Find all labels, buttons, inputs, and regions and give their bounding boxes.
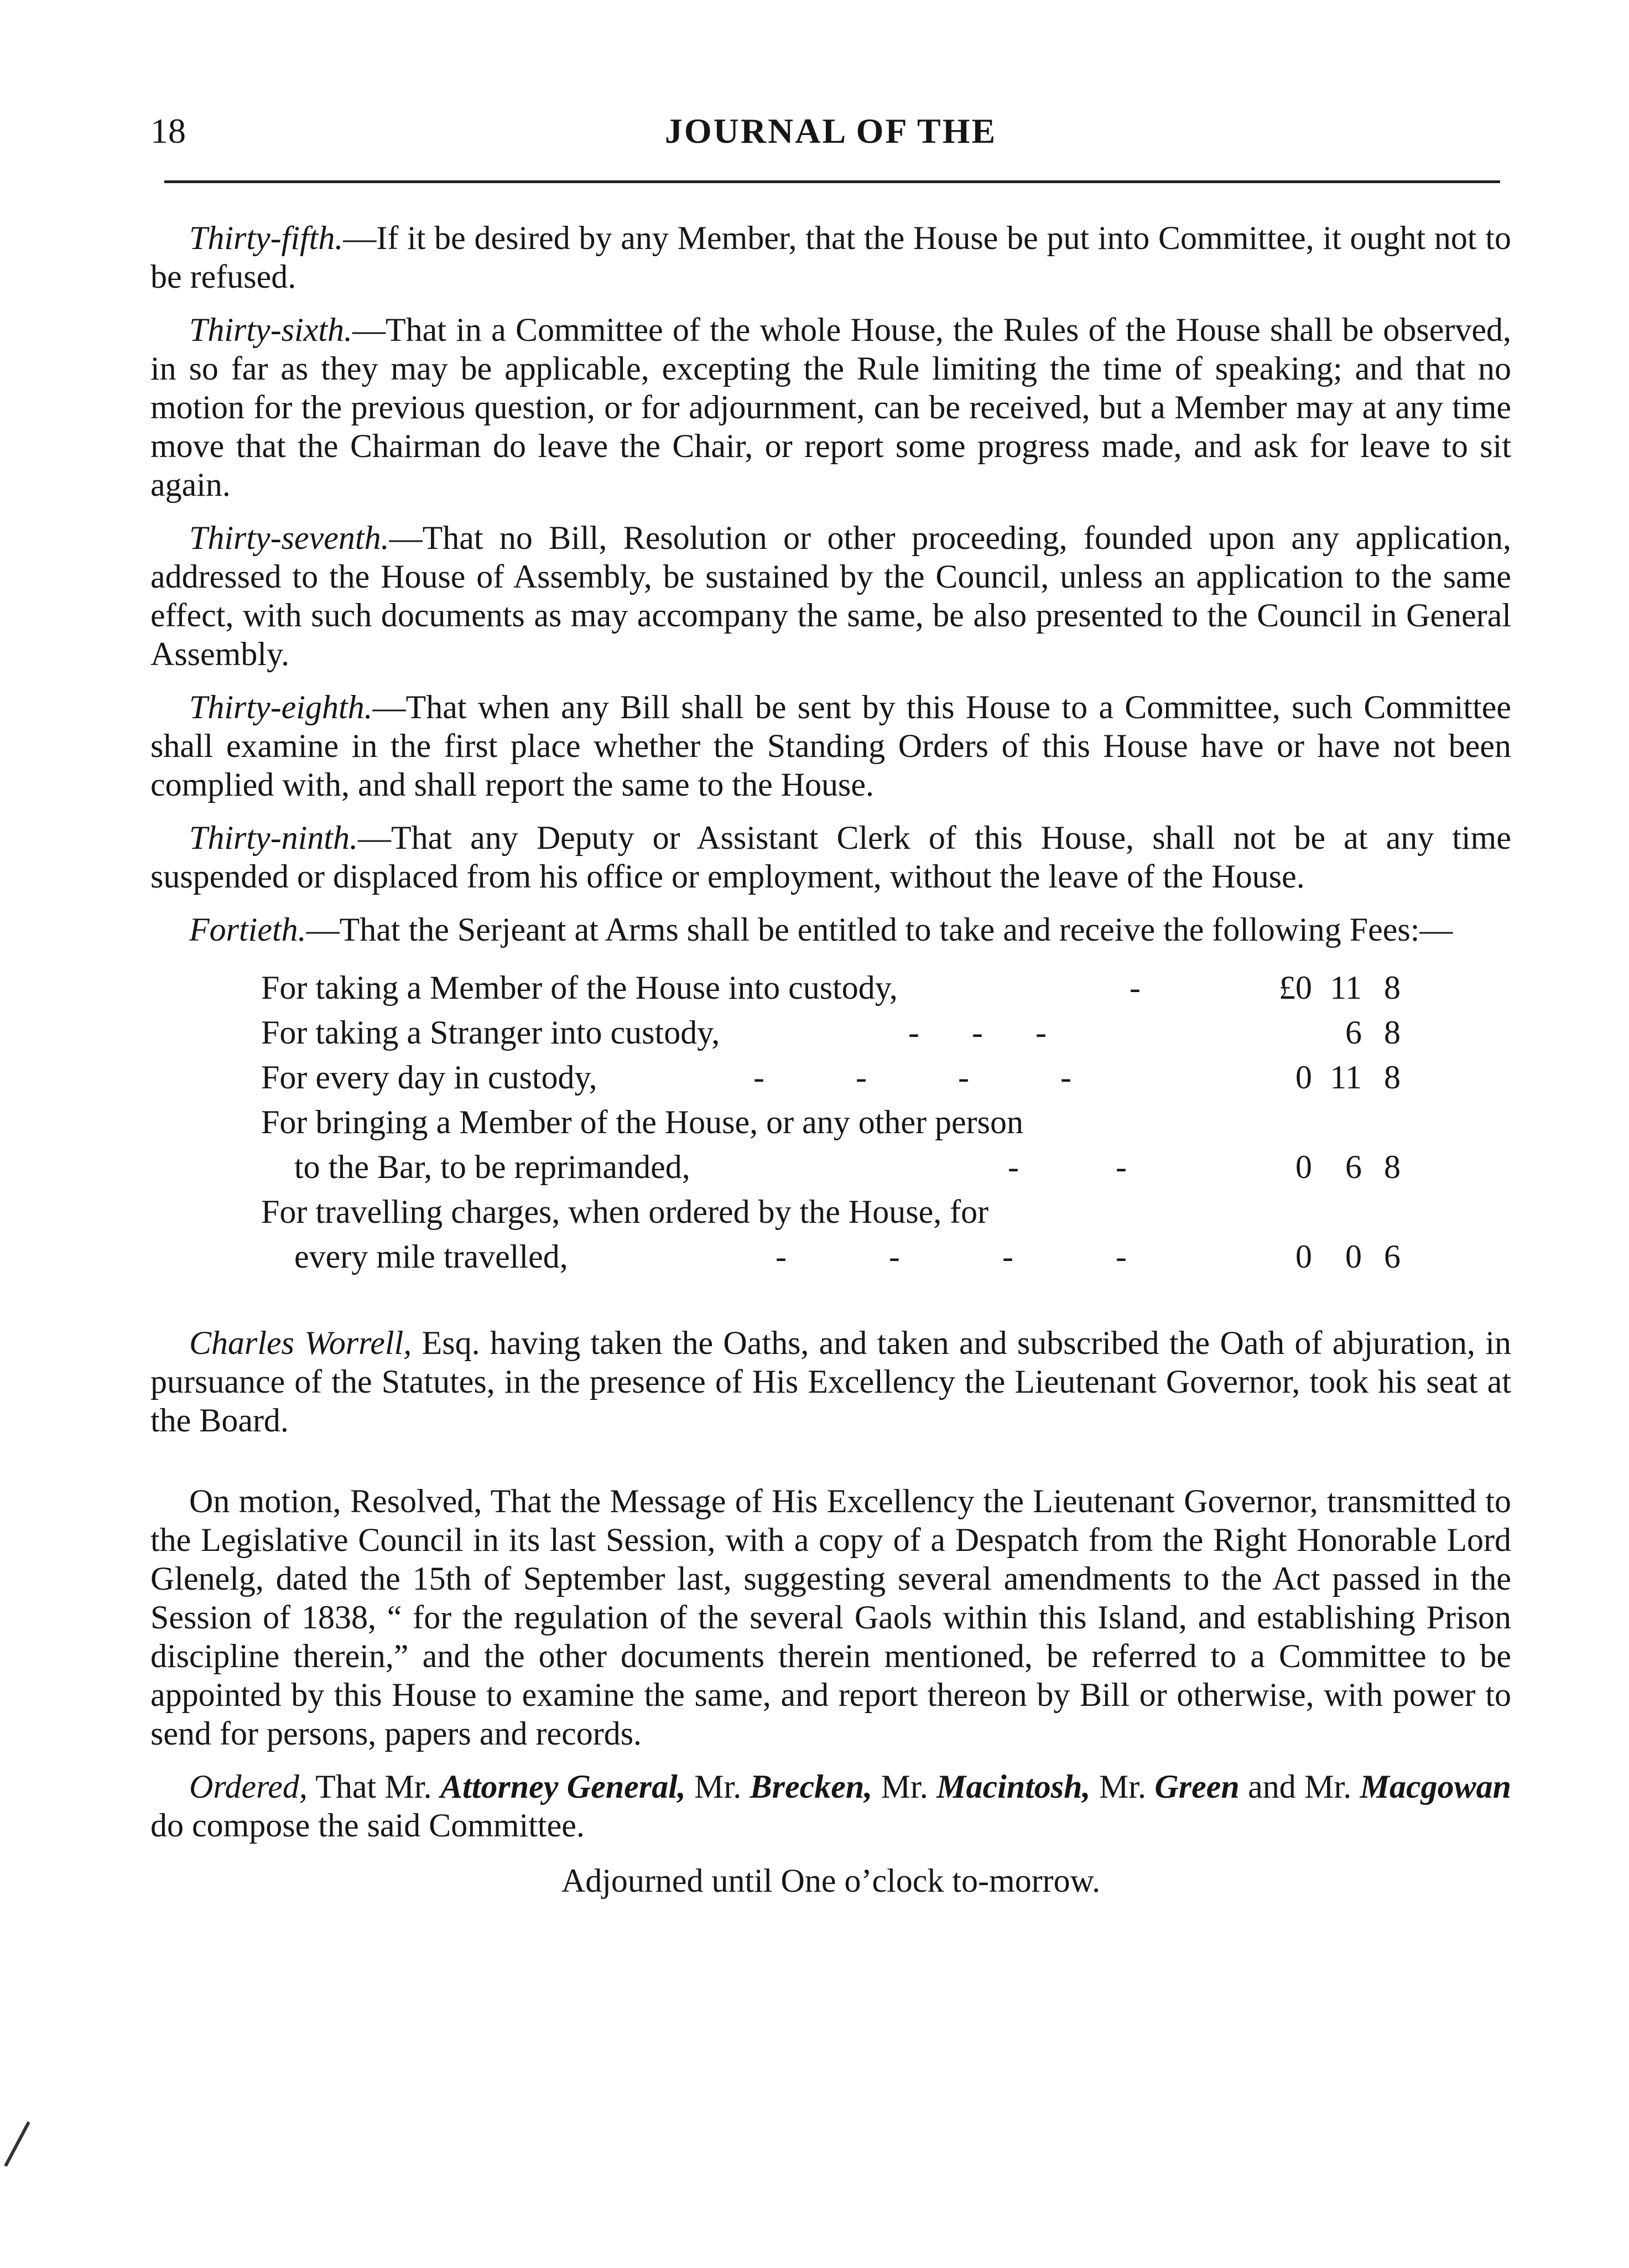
paragraph-lead: Fortieth. xyxy=(189,911,306,948)
paragraph-text: —That the Serjeant at Arms shall be entitled to take and receive the following Fees:— xyxy=(306,911,1453,948)
fee-pounds: 0 xyxy=(1295,1059,1312,1096)
header-rule xyxy=(164,180,1500,183)
fee-shillings: 11 xyxy=(1330,969,1362,1006)
fee-row xyxy=(150,966,1511,1010)
fee-description: every mile travelled, xyxy=(294,1238,568,1275)
fee-leader-dashes: - - - - xyxy=(776,1238,1127,1275)
paragraph-thirty-fifth xyxy=(150,219,1511,296)
paragraph-lead: Thirty-sixth. xyxy=(189,312,352,348)
paragraph-lead: Charles Worrell, xyxy=(189,1325,412,1361)
paragraph-thirty-ninth xyxy=(150,818,1511,896)
fee-leader-dashes: - xyxy=(1130,969,1141,1006)
fee-pounds: £0 xyxy=(1279,969,1312,1006)
fee-row xyxy=(150,1010,1511,1055)
paragraph-text: —That in a Committee of the whole House, the Rules of the House shall be observed, in so far as they may be applicable, excepting the Rule limiting the time of speaking; and that no motion for the previous question, or for adjournment, can be received, but a Member may at any time move that the Chairman do leave the Chair, or report some progress made, and ask for leave to sit again. xyxy=(150,312,1511,503)
paragraph-text: do compose the said Committee. xyxy=(150,1807,585,1844)
paragraph-lead: Thirty-ninth. xyxy=(189,819,358,856)
adjourned-line: Adjourned until One o’clock to-morrow. xyxy=(561,1862,1101,1899)
paragraph-text: —If it be desired by any Member, that the House be put into Committee, it ought not to be refused. xyxy=(150,220,1511,295)
fee-description: For taking a Member of the House into custody, xyxy=(261,969,898,1006)
paragraph-thirty-seventh xyxy=(150,518,1511,673)
fee-pounds: 0 xyxy=(1295,1238,1312,1275)
margin-pen-mark xyxy=(4,2121,30,2167)
paragraph-text: —That any Deputy or Assistant Clerk of this House, shall not be at any time suspended or displaced from his office or employment, without the leave of the House. xyxy=(150,819,1511,895)
fees-table xyxy=(150,966,1511,1279)
paragraph-lead: Ordered, xyxy=(189,1768,308,1805)
paragraph-lead: Thirty-eighth. xyxy=(189,689,373,725)
fee-shillings: 6 xyxy=(1345,1149,1362,1185)
paragraph-text: Mr. xyxy=(1090,1768,1155,1805)
paragraph-thirty-sixth xyxy=(150,310,1511,504)
journal-page xyxy=(150,100,1511,1899)
paragraph-fortieth xyxy=(150,910,1511,949)
fee-pence: 8 xyxy=(1384,1149,1401,1185)
paragraph-text: Esq. having taken the Oaths, and taken and subscribed the Oath of abjuration, in pursuance of the Statutes, in the presence of His Excellency the Lieutenant Governor, took his seat at the Board. xyxy=(150,1325,1511,1439)
fee-pence: 6 xyxy=(1384,1238,1401,1275)
fee-pence: 8 xyxy=(1384,969,1401,1006)
fee-row xyxy=(150,1190,1511,1234)
fee-pounds: 0 xyxy=(1295,1149,1312,1185)
committee-member-name: Macgowan xyxy=(1360,1768,1511,1805)
running-title: JOURNAL OF THE xyxy=(664,111,997,150)
fee-shillings: 0 xyxy=(1345,1238,1362,1275)
fee-row xyxy=(150,1100,1511,1145)
fee-description: For taking a Stranger into custody, xyxy=(261,1014,720,1051)
fee-shillings: 11 xyxy=(1330,1059,1362,1096)
paragraph-ordered xyxy=(150,1767,1511,1845)
paragraph-text: and Mr. xyxy=(1239,1768,1360,1805)
fee-pence: 8 xyxy=(1384,1014,1401,1051)
body-text xyxy=(150,219,1511,1914)
fee-leader-dashes: - - - - xyxy=(753,1059,1071,1096)
paragraph-text: On motion, Resolved, That the Message of His Excellency the Lieutenant Governor, transmitted to the Legislative Council in its last Session, with a copy of a Despatch from the Right Honorable Lord Glenelg, dated the 15th of September last, suggesting several amendments to the Act passed in the Session of 1838, “ for the regulation of the several Gaols within this Island, and establishing Prison discipline therein,” and the other documents therein mentioned, be referred to a Committee to be appointed by this House to examine the same, and report thereon by Bill or otherwise, with power to send for persons, papers and records. xyxy=(150,1483,1511,1752)
paragraph-text: Mr. xyxy=(685,1768,750,1805)
paragraph-text: —That no Bill, Resolution or other proceeding, founded upon any application, addressed to the House of Assembly, be sustained by the Council, unless an application to the same effect, with such documents as may accompany the same, be also presented to the Council in General Assembly. xyxy=(150,520,1511,672)
fee-pence: 8 xyxy=(1384,1059,1401,1096)
page-number: 18 xyxy=(150,111,186,150)
fee-description: For travelling charges, when ordered by the House, for xyxy=(261,1193,989,1230)
fee-leader-dashes: - - - xyxy=(908,1014,1047,1051)
paragraph-motion xyxy=(150,1482,1511,1753)
paragraph-thirty-eighth xyxy=(150,688,1511,804)
fee-row xyxy=(150,1234,1511,1279)
paragraph-lead: Thirty-fifth. xyxy=(189,220,344,256)
committee-member-name: Attorney General, xyxy=(440,1768,686,1805)
page-header xyxy=(150,100,1511,160)
committee-member-name: Macintosh, xyxy=(936,1768,1091,1805)
paragraph-text: That Mr. xyxy=(307,1768,440,1805)
fee-row xyxy=(150,1145,1511,1190)
fee-description: For bringing a Member of the House, or any other person xyxy=(261,1104,1024,1140)
fee-shillings: 6 xyxy=(1345,1014,1362,1051)
committee-member-name: Green xyxy=(1154,1768,1240,1805)
fee-row xyxy=(150,1055,1511,1100)
committee-member-name: Brecken, xyxy=(750,1768,873,1805)
fee-description: For every day in custody, xyxy=(261,1059,597,1096)
fee-leader-dashes: - - xyxy=(1008,1149,1127,1185)
paragraph-worrell xyxy=(150,1324,1511,1440)
paragraph-text: Mr. xyxy=(872,1768,937,1805)
fee-description: to the Bar, to be reprimanded, xyxy=(294,1149,690,1185)
paragraph-text: —That when any Bill shall be sent by this House to a Committee, such Committee shall examine in the first place whether the Standing Orders of this House have or have not been complied with, and shall report the same to the House. xyxy=(150,689,1511,803)
paragraph-lead: Thirty-seventh. xyxy=(189,520,389,556)
